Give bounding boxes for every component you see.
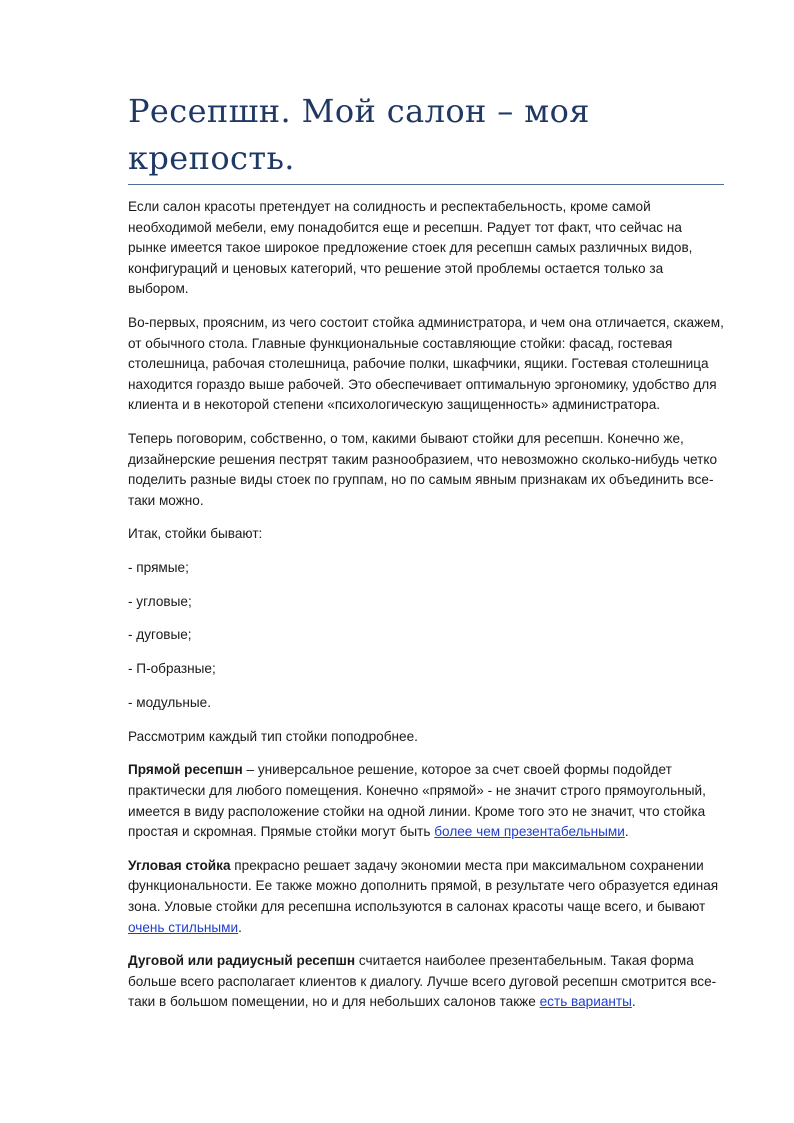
list-item-straight: - прямые; — [128, 559, 189, 575]
section-straight-reception: Прямой ресепшн – универсальное решение, которое за счет своей формы подойдет практически для любого помещения. Конечно «прямой» - не значит строго прямоугольный, имеется в виду расположение стойки на одной линии. Кроме того это не значит, что стойка простая и скромная. Прямые стойки могут быть более чем презентабельными. — [128, 762, 706, 840]
list-item-modular: - модульные. — [128, 695, 211, 711]
document-page — [128, 88, 724, 1026]
section-heading: Прямой ресепшн — [128, 762, 243, 778]
paragraph-types-intro: Теперь поговорим, собственно, о том, какими бывают стойки для ресепшн. Конечно же, дизайнерские решения пестрят таким разнообразием, что невозможно сколько-нибудь четко поделить разные виды стоек по группам, но по самым явным признакам их объединить все-таки можно. — [128, 430, 718, 508]
paragraph-components: Во-первых, проясним, из чего состоит стойка администратора, и чем она отличается, скажем, от обычного стола. Главные функциональные составляющие стойки: фасад, гостевая столешница, рабочая столешница, рабочие полки, шкафчики, ящики. Гостевая столешница находится гораздо выше рабочей. Это обеспечивает оптимальную эргономику, удобство для клиента и в некоторой степени «психологическую защищенность» администратора. — [128, 314, 724, 413]
page-title: Ресепшн. Мой салон – моя крепость. — [128, 88, 724, 185]
section-arc-reception: Дуговой или радиусный ресепшн считается наиболее презентабельным. Такая форма больше всего располагает клиентов к диалогу. Лучше всего дуговой ресепшн смотрится все-таки в большом помещении, но и для небольших салонов также есть варианты. — [128, 953, 717, 1010]
paragraph-intro: Если салон красоты претендует на солидность и респектабельность, кроме самой необходимой мебели, ему понадобится еще и ресепшн. Радует тот факт, что сейчас на рынке имеется такое широкое предложение стоек для ресепшн самых различных видов, конфигураций и ценовых категорий, что решение этой проблемы остается только за выбором. — [128, 199, 693, 297]
section-corner-stand: Угловая стойка прекрасно решает задачу экономии места при максимальном сохранении функциональности. Ее также можно дополнить прямой, в результате чего образуется единая зона. Уловые стойки для ресепшна используются в салонах красоты чаще всего, и бывают очень стильными. — [128, 857, 719, 935]
document-body — [128, 197, 724, 1013]
paragraph-list-lead: Итак, стойки бывают: — [128, 526, 263, 542]
list-item-arc: - дуговые; — [128, 627, 192, 643]
variants-link[interactable]: есть варианты — [539, 994, 632, 1010]
list-item-u-shaped: - П-образные; — [128, 661, 216, 677]
list-item-corner: - угловые; — [128, 593, 192, 609]
section-heading: Угловая стойка — [128, 857, 231, 873]
section-text: – универсальное решение, которое за счет своей формы подойдет практически для любого помещения. Конечно «прямой» - не значит строго прямоугольный, имеется в виду расположение стойки на одной линии. Кроме того это не значит, что стойка простая и скромная. Прямые стойки могут быть — [128, 762, 706, 840]
section-text: прекрасно решает задачу экономии места при максимальном сохранении функциональности. Ее также можно дополнить прямой, в результате чего образуется единая зона. Уловые стойки для ресепшна используются в салонах красоты чаще всего, и бывают — [128, 857, 719, 914]
paragraph-detail-lead: Рассмотрим каждый тип стойки поподробнее. — [128, 728, 418, 744]
stylish-link[interactable]: очень стильными — [128, 919, 239, 935]
section-heading: Дуговой или радиусный ресепшн — [128, 953, 356, 969]
section-text: считается наиболее презентабельным. Такая форма больше всего располагает клиентов к диалогу. Лучше всего дуговой ресепшн смотрится все-таки в большом помещении, но и для небольших салонов также — [128, 953, 717, 1010]
presentable-link[interactable]: более чем презентабельными — [434, 824, 625, 840]
